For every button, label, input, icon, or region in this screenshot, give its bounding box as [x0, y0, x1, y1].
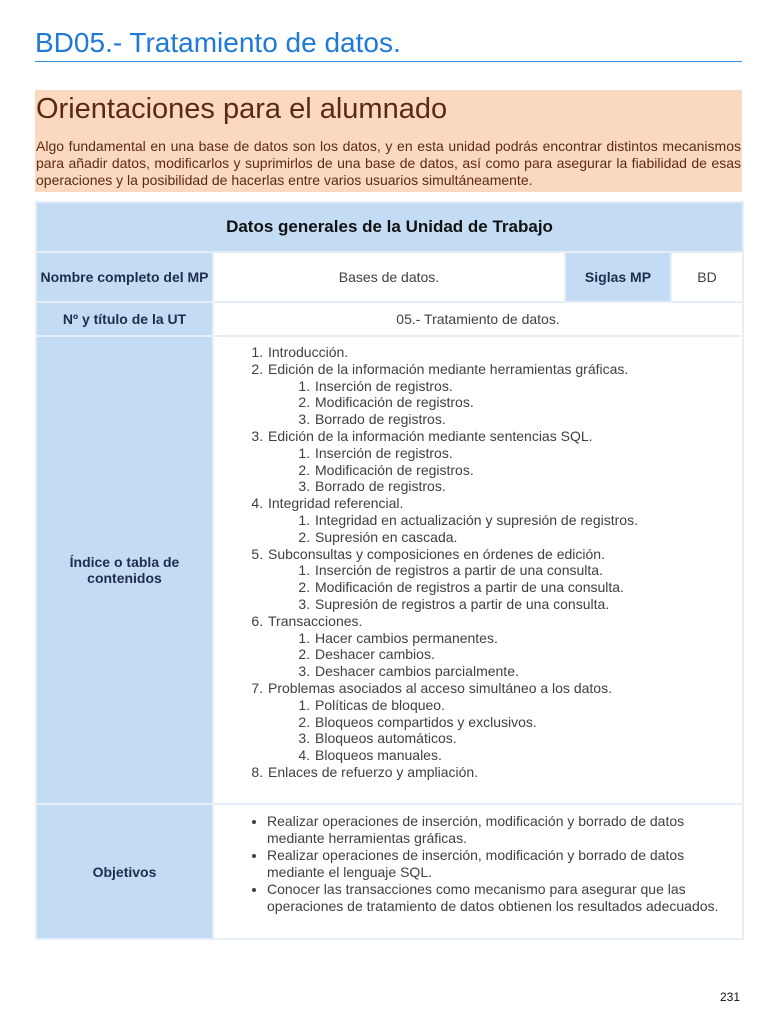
sub-list-item: 2. Modificación de registros.	[314, 462, 742, 479]
list-item	[267, 495, 742, 545]
sub-list-item: 3. Supresión de registros a partir de una consulta.	[314, 596, 742, 613]
list-item	[267, 428, 742, 495]
objetivo-item: • Realizar operaciones de inserción, modificación y borrado de datos mediante el lenguaje SQL.	[267, 847, 732, 881]
objetivos-label: Objetivos	[36, 804, 213, 939]
indice-label: Índice o tabla de contenidos	[36, 336, 213, 804]
ut-label: Nº y título de la UT	[36, 302, 213, 336]
nombre-mp-label: Nombre completo del MP	[36, 252, 213, 302]
list-item	[267, 680, 742, 764]
sub-list-item: 2. Bloqueos compartidos y exclusivos.	[314, 714, 742, 731]
orientaciones-box	[35, 90, 742, 192]
siglas-mp-value: BD	[671, 252, 743, 302]
list-item-label: Problemas asociados al acceso simultáneo a los datos.	[268, 679, 612, 696]
objetivo-item: • Conocer las transacciones como mecanismo para asegurar que las operaciones de tratamiento de datos obtienen los resultados adecuados.	[267, 881, 732, 915]
objetivos-list	[214, 805, 742, 922]
sub-list-item: 1. Integridad en actualización y supresión de registros.	[314, 512, 742, 529]
sub-list-item: 3. Borrado de registros.	[314, 478, 742, 495]
document-title: BD05.- Tratamiento de datos.	[35, 27, 401, 58]
sub-list	[268, 445, 742, 495]
list-item-label: Edición de la información mediante herramientas gráficas.	[268, 360, 629, 377]
title-underline	[35, 61, 742, 62]
sub-list	[268, 512, 742, 546]
nombre-mp-value: Bases de datos.	[213, 252, 565, 302]
sub-list-item: 1. Inserción de registros.	[314, 445, 742, 462]
list-item	[267, 764, 742, 781]
list-item-label: Subconsultas y composiciones en órdenes de edición.	[268, 545, 605, 562]
objetivo-item: • Realizar operaciones de inserción, modificación y borrado de datos mediante herramientas gráficas.	[267, 813, 732, 847]
sub-list-item: 2. Supresión en cascada.	[314, 529, 742, 546]
table-row	[36, 252, 743, 302]
table-row	[36, 302, 743, 336]
sub-list	[268, 697, 742, 764]
list-item	[267, 361, 742, 428]
orientaciones-text: Algo fundamental en una base de datos son los datos, y en esta unidad podrás encontrar distintos mecanismos para añadir datos, modificarlos y suprimirlos de una base de datos, así como para asegurar la fiabilidad de esas operaciones y la posibilidad de hacerlas entre varios usuarios simultáneamente.	[36, 138, 741, 188]
sub-list-item: 2. Modificación de registros.	[314, 394, 742, 411]
sub-list-item: 1. Hacer cambios permanentes.	[314, 630, 742, 647]
list-item-label: Transacciones.	[268, 612, 363, 629]
ut-value: 05.- Tratamiento de datos.	[213, 302, 743, 336]
siglas-mp-label: Siglas MP	[565, 252, 671, 302]
table-row	[36, 336, 743, 804]
list-item-label: Edición de la información mediante sentencias SQL.	[268, 427, 593, 444]
table-header-row	[36, 202, 743, 252]
sub-list-item: 3. Borrado de registros.	[314, 411, 742, 428]
indice-list	[214, 337, 742, 788]
sub-list-item: 4. Bloqueos manuales.	[314, 747, 742, 764]
objetivos-cell	[213, 804, 743, 939]
sub-list-item: 1. Inserción de registros a partir de una consulta.	[314, 562, 742, 579]
list-item-label: Introducción.	[268, 344, 349, 360]
unit-data-table	[35, 201, 744, 940]
sub-list	[268, 630, 742, 680]
table-row	[36, 804, 743, 939]
sub-list-item: 1. Políticas de bloqueo.	[314, 697, 742, 714]
table-header: Datos generales de la Unidad de Trabajo	[36, 202, 743, 252]
sub-list-item: 1. Inserción de registros.	[314, 378, 742, 395]
list-item	[267, 344, 742, 361]
sub-list-item: 2. Deshacer cambios.	[314, 646, 742, 663]
sub-list	[268, 562, 742, 612]
orientaciones-heading: Orientaciones para el alumnado	[36, 93, 448, 125]
sub-list-item: 3. Bloqueos automáticos.	[314, 730, 742, 747]
list-item	[267, 613, 742, 680]
sub-list-item: 2. Modificación de registros a partir de una consulta.	[314, 579, 742, 596]
page-number: 231	[719, 990, 740, 1004]
sub-list	[268, 378, 742, 428]
list-item	[267, 546, 742, 613]
list-item-label: Integridad referencial.	[268, 495, 404, 512]
list-item-label: Enlaces de refuerzo y ampliación.	[268, 763, 479, 780]
sub-list-item: 3. Deshacer cambios parcialmente.	[314, 663, 742, 680]
indice-cell	[213, 336, 743, 804]
